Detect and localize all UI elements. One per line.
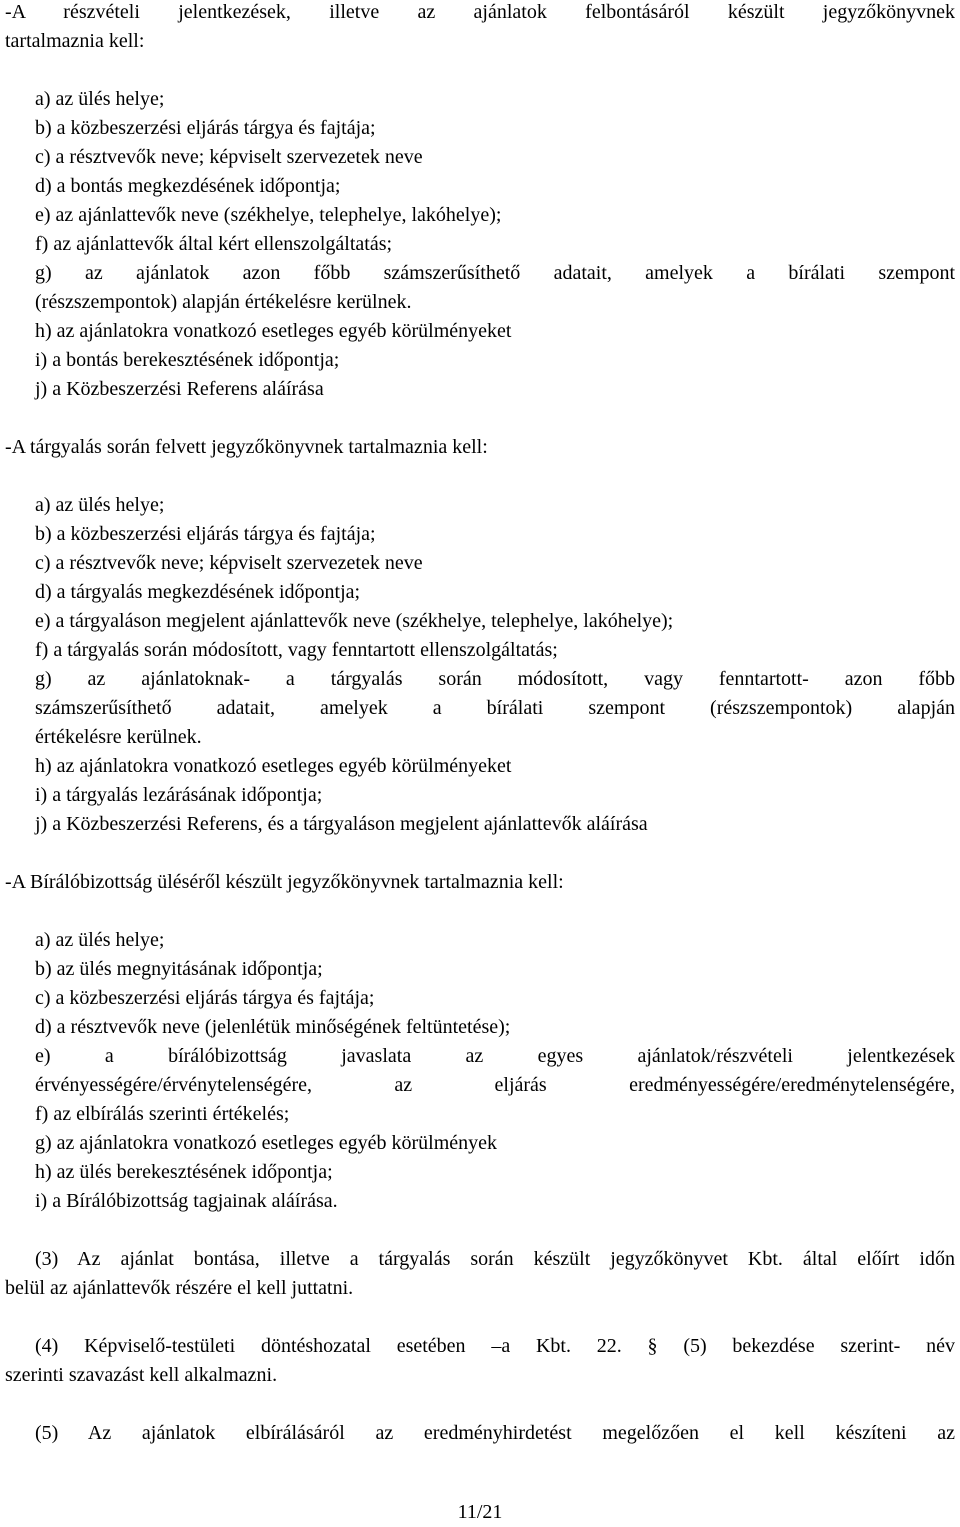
list-item: e) az ajánlattevők neve (székhelye, telephelye, lakóhelye); — [35, 204, 502, 226]
item-list — [5, 491, 955, 839]
list-item: számszerűsíthető adatait, amelyek a bírálati szempont (részszempontok) alapján — [35, 697, 955, 719]
list-item: e) a bírálóbizottság javaslata az egyes ajánlatok/részvételi jelentkezések — [35, 1045, 955, 1067]
list-item: értékelésre kerülnek. — [35, 726, 202, 748]
list-item: g) az ajánlatoknak- a tárgyalás során módosított, vagy fenntartott- azon főbb — [35, 668, 955, 690]
list-item: i) a tárgyalás lezárásának időpontja; — [35, 784, 323, 806]
paragraph-line: (4) Képviselő-testületi döntéshozatal esetében –a Kbt. 22. § (5) bekezdése szerint- név — [35, 1335, 955, 1357]
list-item: a) az ülés helye; — [35, 88, 165, 110]
paragraph-line: (3) Az ajánlat bontása, illetve a tárgyalás során készült jegyzőkönyvet Kbt. által előírt időn — [35, 1248, 955, 1270]
list-item: d) a bontás megkezdésének időpontja; — [35, 175, 341, 197]
list-item: f) az ajánlattevők által kért ellenszolgáltatás; — [35, 233, 393, 255]
list-item: érvényességére/érvénytelenségére, az eljárás eredményességére/eredménytelenségére, — [35, 1074, 955, 1096]
list-item: i) a bontás berekesztésének időpontja; — [35, 349, 340, 371]
list-item: j) a Közbeszerzési Referens, és a tárgyaláson megjelent ajánlattevők aláírása — [35, 813, 648, 835]
section-heading-line: -A tárgyalás során felvett jegyzőkönyvnek tartalmaznia kell: — [5, 436, 488, 458]
list-item: c) a résztvevők neve; képviselt szervezetek neve — [35, 552, 423, 574]
list-item: j) a Közbeszerzési Referens aláírása — [35, 378, 324, 400]
list-item: a) az ülés helye; — [35, 929, 165, 951]
paragraph-line: szerinti szavazást kell alkalmazni. — [5, 1364, 278, 1386]
item-list — [5, 85, 955, 404]
item-list — [5, 926, 955, 1216]
section-bontas — [5, 0, 955, 404]
list-item: i) a Bírálóbizottság tagjainak aláírása. — [35, 1190, 338, 1212]
page-number: 11/21 — [457, 1501, 503, 1523]
list-item: a) az ülés helye; — [35, 494, 165, 516]
list-item: g) az ajánlatokra vonatkozó esetleges egyéb körülmények — [35, 1132, 498, 1154]
list-item: d) a tárgyalás megkezdésének időpontja; — [35, 581, 361, 603]
list-item: g) az ajánlatok azon főbb számszerűsíthető adatait, amelyek a bírálati szempont — [35, 262, 955, 284]
list-item: b) az ülés megnyitásának időpontja; — [35, 958, 323, 980]
list-item: h) az ajánlatokra vonatkozó esetleges egyéb körülményeket — [35, 755, 512, 777]
paragraph-4 — [5, 1332, 955, 1390]
list-item: d) a résztvevők neve (jelenlétük minőségének feltüntetése); — [35, 1016, 511, 1038]
paragraph-line: (5) Az ajánlatok elbírálásáról az eredményhirdetést megelőzően el kell készíteni az — [35, 1422, 955, 1444]
section-birálobizottsag — [5, 868, 955, 1216]
list-item: f) a tárgyalás során módosított, vagy fenntartott ellenszolgáltatás; — [35, 639, 558, 661]
list-item: h) az ajánlatokra vonatkozó esetleges egyéb körülményeket — [35, 320, 512, 342]
list-item: c) a közbeszerzési eljárás tárgya és fajtája; — [35, 987, 375, 1009]
section-heading-line: -A részvételi jelentkezések, illetve az ajánlatok felbontásáról készült jegyzőkönyvnek — [5, 1, 955, 23]
list-item: c) a résztvevők neve; képviselt szervezetek neve — [35, 146, 423, 168]
paragraph-5 — [5, 1419, 955, 1448]
list-item: (részszempontok) alapján értékelésre kerülnek. — [35, 291, 412, 313]
list-item: b) a közbeszerzési eljárás tárgya és fajtája; — [35, 523, 376, 545]
list-item: h) az ülés berekesztésének időpontja; — [35, 1161, 333, 1183]
section-heading-line: tartalmaznia kell: — [5, 30, 145, 52]
paragraph-3 — [5, 1245, 955, 1303]
section-heading-line: -A Bírálóbizottság üléséről készült jegyzőkönyvnek tartalmaznia kell: — [5, 871, 564, 893]
document-page — [5, 0, 955, 1448]
list-item: e) a tárgyaláson megjelent ajánlattevők neve (székhelye, telephelye, lakóhelye); — [35, 610, 674, 632]
list-item: b) a közbeszerzési eljárás tárgya és fajtája; — [35, 117, 376, 139]
paragraph-line: belül az ajánlattevők részére el kell juttatni. — [5, 1277, 354, 1299]
list-item: f) az elbírálás szerinti értékelés; — [35, 1103, 290, 1125]
section-targyalas — [5, 433, 955, 839]
